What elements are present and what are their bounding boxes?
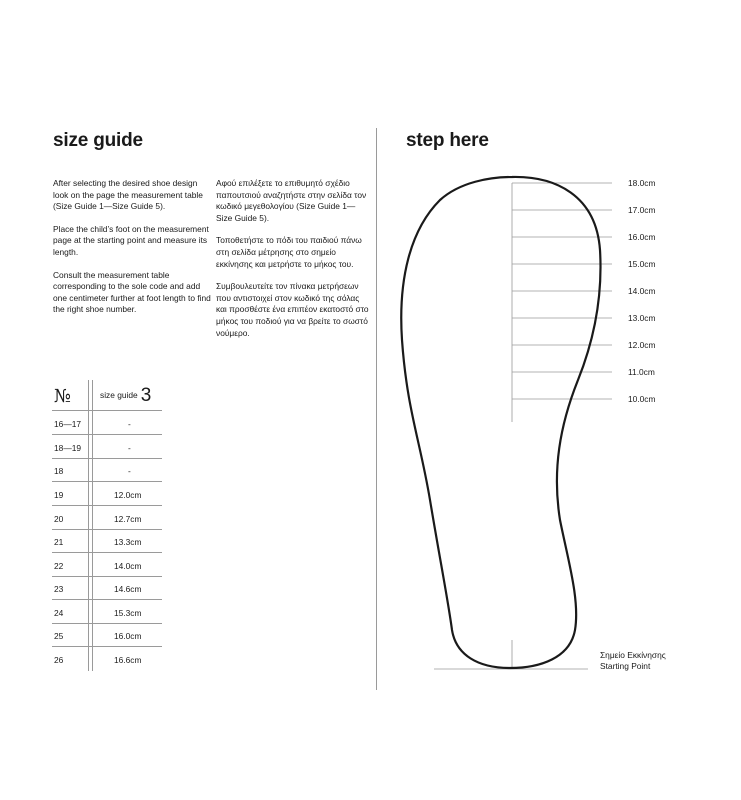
size-cell: 24 (54, 608, 64, 618)
instruction-paragraph: After selecting the desired shoe design look on the page the measurement table (Size Guide 1—Size Guide 5). (53, 178, 203, 212)
instruction-paragraph: Consult the measurement table corresponding to the sole code and add one centimeter further at foot length to find the right shoe number. (53, 269, 211, 315)
instruction-paragraph: Τοποθετήστε το πόδι του παιδιού πάνω στη σελίδα μέτρησης στο σημείο εκκίνησης και μετρήστε το μήκος του. (216, 235, 362, 269)
starting-point-english: Starting Point (600, 661, 651, 671)
size-cell: 18 (54, 466, 64, 476)
length-cell: 12.7cm (114, 514, 142, 524)
size-cell: 18—19 (54, 443, 82, 453)
size-cell: 22 (54, 561, 64, 571)
starting-point-greek: Σημείο Εκκίνησης (600, 650, 666, 660)
size-cell: 19 (54, 490, 64, 500)
measurement-label: 14.0cm (628, 286, 656, 296)
starting-point-label (600, 650, 666, 672)
foot-outline (401, 177, 600, 668)
size-guide-title: size guide (53, 130, 143, 151)
measurement-label: 10.0cm (628, 394, 656, 404)
measurement-label: 17.0cm (628, 205, 656, 215)
instruction-paragraph: Συμβουλευτείτε τον πίνακα μετρήσεων που αντιστοιχεί στον κωδικό της σόλας και προσθέστε ένα επιπέον εκατοστό στο μήκος του ποδιού για να βρείτε το σωστό νούμερο. (216, 281, 369, 338)
measurement-label: 12.0cm (628, 340, 656, 350)
measurement-label: 11.0cm (628, 367, 655, 377)
length-cell: 16.6cm (114, 655, 142, 665)
number-symbol: № (54, 386, 72, 407)
instruction-paragraph: Place the child’s foot on the measurement page at the starting point and measure its length. (53, 223, 209, 257)
length-cell: 14.0cm (114, 561, 142, 571)
length-cell: 13.3cm (114, 537, 142, 547)
size-cell: 25 (54, 631, 64, 641)
measurement-label: 15.0cm (628, 259, 656, 269)
size-cell: 16—17 (54, 419, 82, 429)
measurement-label: 16.0cm (628, 232, 656, 242)
size-cell: 21 (54, 537, 64, 547)
measurement-label: 18.0cm (628, 178, 656, 188)
size-cell: 20 (54, 514, 64, 524)
length-cell: - (128, 419, 131, 429)
size-cell: 26 (54, 655, 64, 665)
size-guide-number: 3 (140, 385, 152, 406)
length-cell: 12.0cm (114, 490, 142, 500)
size-guide-label: size guide (100, 390, 138, 400)
length-cell: - (128, 443, 131, 453)
length-cell: 16.0cm (114, 631, 142, 641)
measurement-ticks (434, 183, 612, 669)
length-cell: 15.3cm (114, 608, 142, 618)
size-cell: 23 (54, 584, 64, 594)
length-cell: 14.6cm (114, 584, 142, 594)
measurement-label: 13.0cm (628, 313, 656, 323)
length-cell: - (128, 466, 131, 476)
step-here-title: step here (406, 130, 489, 151)
instruction-paragraph: Αφού επιλέξετε το επιθυμητό σχέδιο παπουτσιού αναζητήστε στην σελίδα τον κωδικό μεγεθολογίου (Size Guide 1—Size Guide 5). (216, 178, 367, 223)
